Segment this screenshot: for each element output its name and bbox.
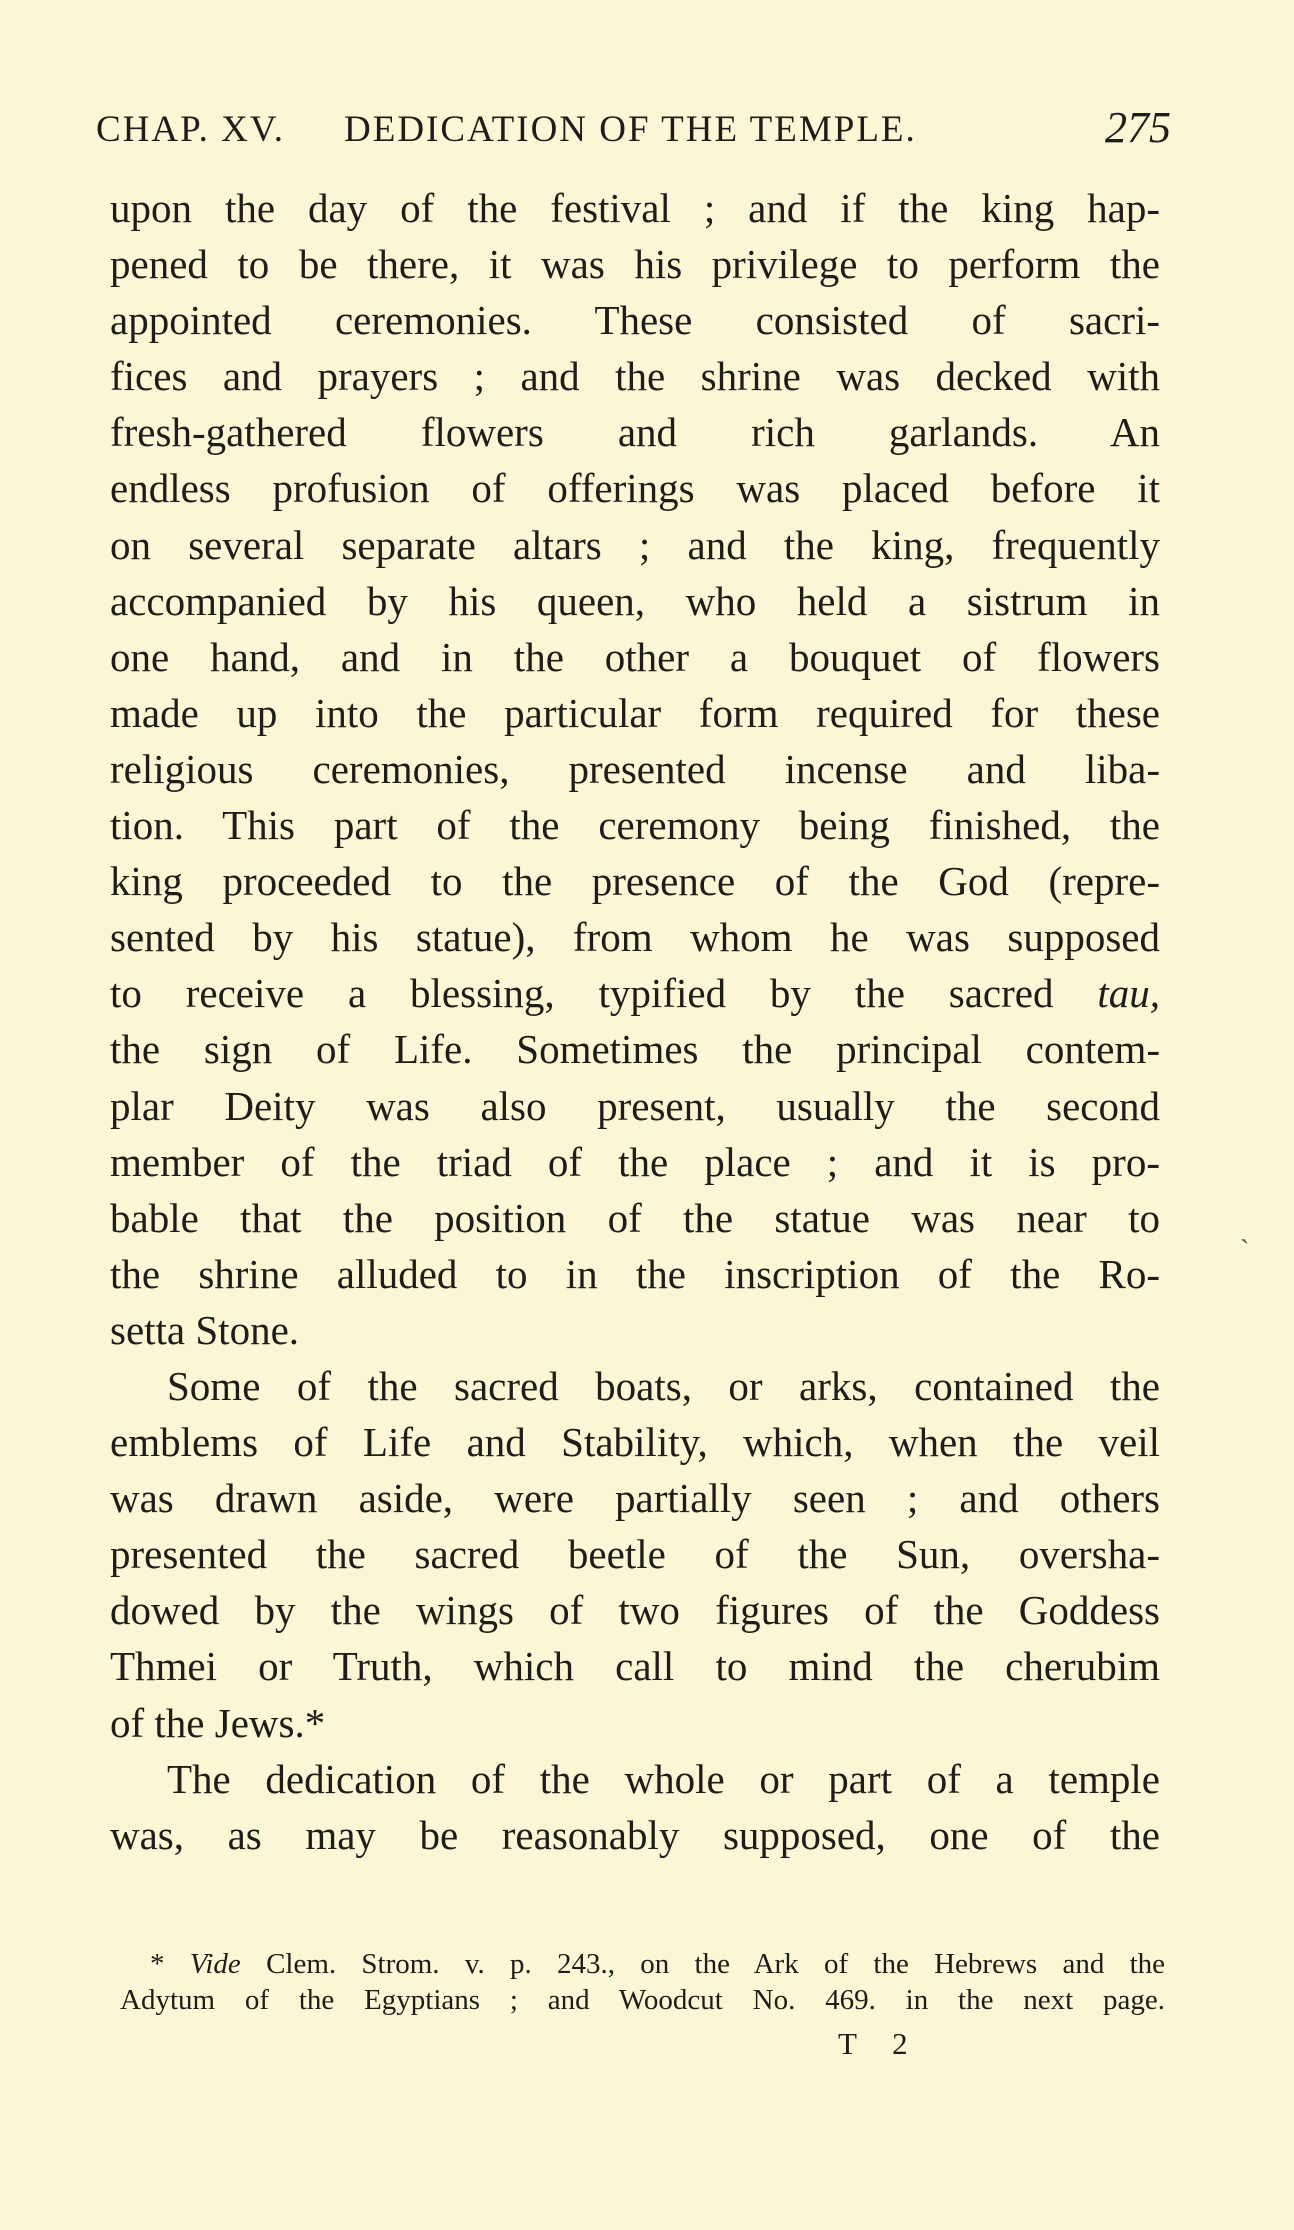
text-line: appointed ceremonies. These consisted of sacri- [110, 297, 1160, 344]
text-line: on several separate altars ; and the king, frequently [110, 521, 1160, 568]
text-line: fices and prayers ; and the shrine was decked with [110, 353, 1160, 400]
text-line: member of the triad of the place ; and it is pro- [110, 1138, 1160, 1185]
page-number: 275 [1105, 103, 1171, 152]
body-text [110, 180, 1160, 1863]
paragraph-start: Some of the sacred boats, or arks, contained the [167, 1362, 1160, 1409]
text-line: king proceeded to the presence of the God (repre- [110, 858, 1160, 905]
footnote-marker: * [150, 1948, 165, 1980]
text-line: the sign of Life. Sometimes the principal contem- [110, 1026, 1160, 1073]
footnote-vide: Vide [189, 1948, 241, 1980]
text-line: the shrine alluded to in the inscription of the Ro- [110, 1250, 1160, 1297]
running-title: DEDICATION OF THE TEMPLE. [344, 109, 917, 150]
text-line: of the Jews.* [110, 1699, 326, 1746]
italic-word-tau: tau, [1097, 970, 1160, 1017]
footnote-citation: Clem. Strom. v. p. 243., on the Ark of the Hebrews and the [266, 1948, 1166, 1980]
footnote-line: Adytum of the Egyptians ; and Woodcut No. 469. in the next page. [120, 1984, 1165, 2016]
text-line: religious ceremonies, presented incense and liba- [110, 745, 1160, 792]
text-line: sented by his statue), from whom he was supposed [110, 914, 1160, 961]
chapter-label: CHAP. XV. [96, 109, 286, 150]
signature-mark: T 2 [838, 2026, 922, 2061]
text-line: endless profusion of offerings was placed before it [110, 465, 1160, 512]
text-line: dowed by the wings of two figures of the Goddess [110, 1587, 1160, 1634]
footnote-line [120, 1946, 1165, 1982]
text-line: bable that the position of the statue was near to [110, 1194, 1160, 1241]
text-line: made up into the particular form required for these [110, 689, 1160, 736]
footnote [120, 1946, 1165, 2018]
text-line: emblems of Life and Stability, which, when the veil [110, 1419, 1160, 1466]
text-line-with-italic [110, 965, 1160, 1021]
text-line: was drawn aside, were partially seen ; and others [110, 1475, 1160, 1522]
text-line-lead: to receive a blessing, typified by the sacred [110, 970, 1098, 1017]
text-line: tion. This part of the ceremony being finished, the [110, 802, 1160, 849]
text-line: plar Deity was also present, usually the second [110, 1082, 1160, 1129]
text-line: presented the sacred beetle of the Sun, oversha- [110, 1531, 1160, 1578]
text-line: one hand, and in the other a bouquet of flowers [110, 633, 1160, 680]
text-line: fresh-gathered flowers and rich garlands. An [110, 409, 1160, 456]
running-head [96, 103, 1171, 158]
text-line: was, as may be reasonably supposed, one of the [110, 1811, 1160, 1858]
stray-mark: ` [1240, 1235, 1250, 1266]
paragraph-start: The dedication of the whole or part of a temple [167, 1755, 1160, 1802]
text-line: setta Stone. [110, 1306, 300, 1353]
text-line: pened to be there, it was his privilege to perform the [110, 241, 1160, 288]
text-line: upon the day of the festival ; and if the king hap- [110, 185, 1160, 231]
text-line: accompanied by his queen, who held a sistrum in [110, 577, 1160, 624]
text-line: Thmei or Truth, which call to mind the cherubim [110, 1643, 1160, 1690]
